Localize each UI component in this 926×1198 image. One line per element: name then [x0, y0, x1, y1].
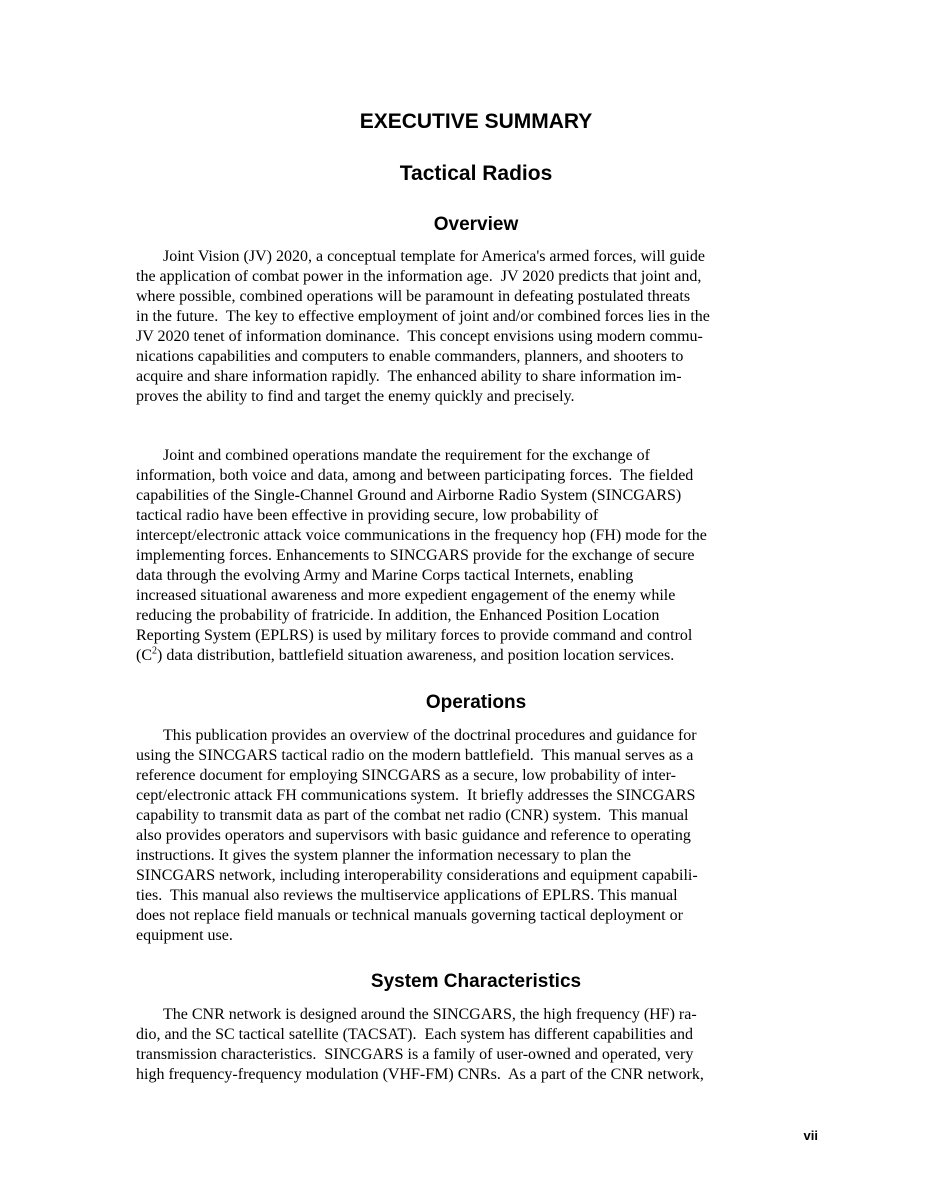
text-fragment: (C [136, 647, 152, 664]
text-line: the application of combat power in the information age. JV 2020 predicts that joint and, [136, 268, 702, 285]
text-line: high frequency-frequency modulation (VHF-FM) CNRs. As a part of the CNR network, [136, 1066, 704, 1083]
text-line: reducing the probability of fratricide. In addition, the Enhanced Position Location [136, 607, 660, 624]
text-line: The CNR network is designed around the SINCGARS, the high frequency (HF) ra- [163, 1006, 697, 1023]
paragraph-overview-1 [136, 247, 818, 407]
page-number: vii [803, 1128, 818, 1143]
text-line-with-superscript [136, 646, 818, 666]
section-heading-system-characteristics: System Characteristics [370, 971, 582, 992]
text-line: Joint Vision (JV) 2020, a conceptual template for America's armed forces, will guide [163, 248, 705, 265]
page-title: EXECUTIVE SUMMARY [359, 110, 593, 133]
page-subtitle: Tactical Radios [399, 162, 553, 185]
text-line: capability to transmit data as part of the combat net radio (CNR) system. This manual [136, 807, 689, 824]
superscript: 2 [152, 645, 157, 657]
text-line: equipment use. [136, 927, 233, 944]
text-line: acquire and share information rapidly. The enhanced ability to share information im- [136, 368, 682, 385]
text-line: transmission characteristics. SINCGARS is a family of user-owned and operated, very [136, 1046, 694, 1063]
text-line: capabilities of the Single-Channel Ground and Airborne Radio System (SINCGARS) [136, 487, 682, 504]
text-line: dio, and the SC tactical satellite (TACSAT). Each system has different capabilities and [136, 1026, 693, 1043]
text-line: reference document for employing SINCGARS as a secure, low probability of inter- [136, 767, 676, 784]
text-line: does not replace field manuals or technical manuals governing tactical deployment or [136, 907, 683, 924]
section-heading-operations: Operations [425, 692, 527, 713]
text-line: ties. This manual also reviews the multiservice applications of EPLRS. This manual [136, 887, 678, 904]
text-line: cept/electronic attack FH communications system. It briefly addresses the SINCGARS [136, 787, 696, 804]
text-line: proves the ability to find and target the enemy quickly and precisely. [136, 388, 575, 405]
text-line: intercept/electronic attack voice communications in the frequency hop (FH) mode for the [136, 527, 707, 544]
text-line: in the future. The key to effective employment of joint and/or combined forces lies in the [136, 308, 710, 325]
paragraph-overview-2 [136, 446, 818, 666]
text-line: nications capabilities and computers to enable commanders, planners, and shooters to [136, 348, 684, 365]
text-line: SINCGARS network, including interoperability considerations and equipment capabili- [136, 867, 698, 884]
text-line: increased situational awareness and more expedient engagement of the enemy while [136, 587, 676, 604]
text-line: instructions. It gives the system planner the information necessary to plan the [136, 847, 631, 864]
text-line: implementing forces. Enhancements to SINCGARS provide for the exchange of secure [136, 547, 695, 564]
paragraph-operations [136, 726, 818, 946]
text-line: Joint and combined operations mandate the requirement for the exchange of [163, 447, 650, 464]
text-fragment: ) data distribution, battlefield situation awareness, and position location services. [157, 647, 675, 664]
text-line: where possible, combined operations will be paramount in defeating postulated threats [136, 288, 691, 305]
text-line: This publication provides an overview of the doctrinal procedures and guidance for [163, 727, 697, 744]
text-line: Reporting System (EPLRS) is used by military forces to provide command and control [136, 627, 693, 644]
section-heading-overview: Overview [433, 214, 519, 235]
text-line: also provides operators and supervisors with basic guidance and reference to operating [136, 827, 691, 844]
text-line: tactical radio have been effective in providing secure, low probability of [136, 507, 599, 524]
text-line: JV 2020 tenet of information dominance. This concept envisions using modern commu- [136, 328, 703, 345]
text-line: information, both voice and data, among and between participating forces. The fielded [136, 467, 694, 484]
text-line: data through the evolving Army and Marine Corps tactical Internets, enabling [136, 567, 634, 584]
text-line: using the SINCGARS tactical radio on the modern battlefield. This manual serves as a [136, 747, 694, 764]
paragraph-system-characteristics [136, 1005, 818, 1085]
